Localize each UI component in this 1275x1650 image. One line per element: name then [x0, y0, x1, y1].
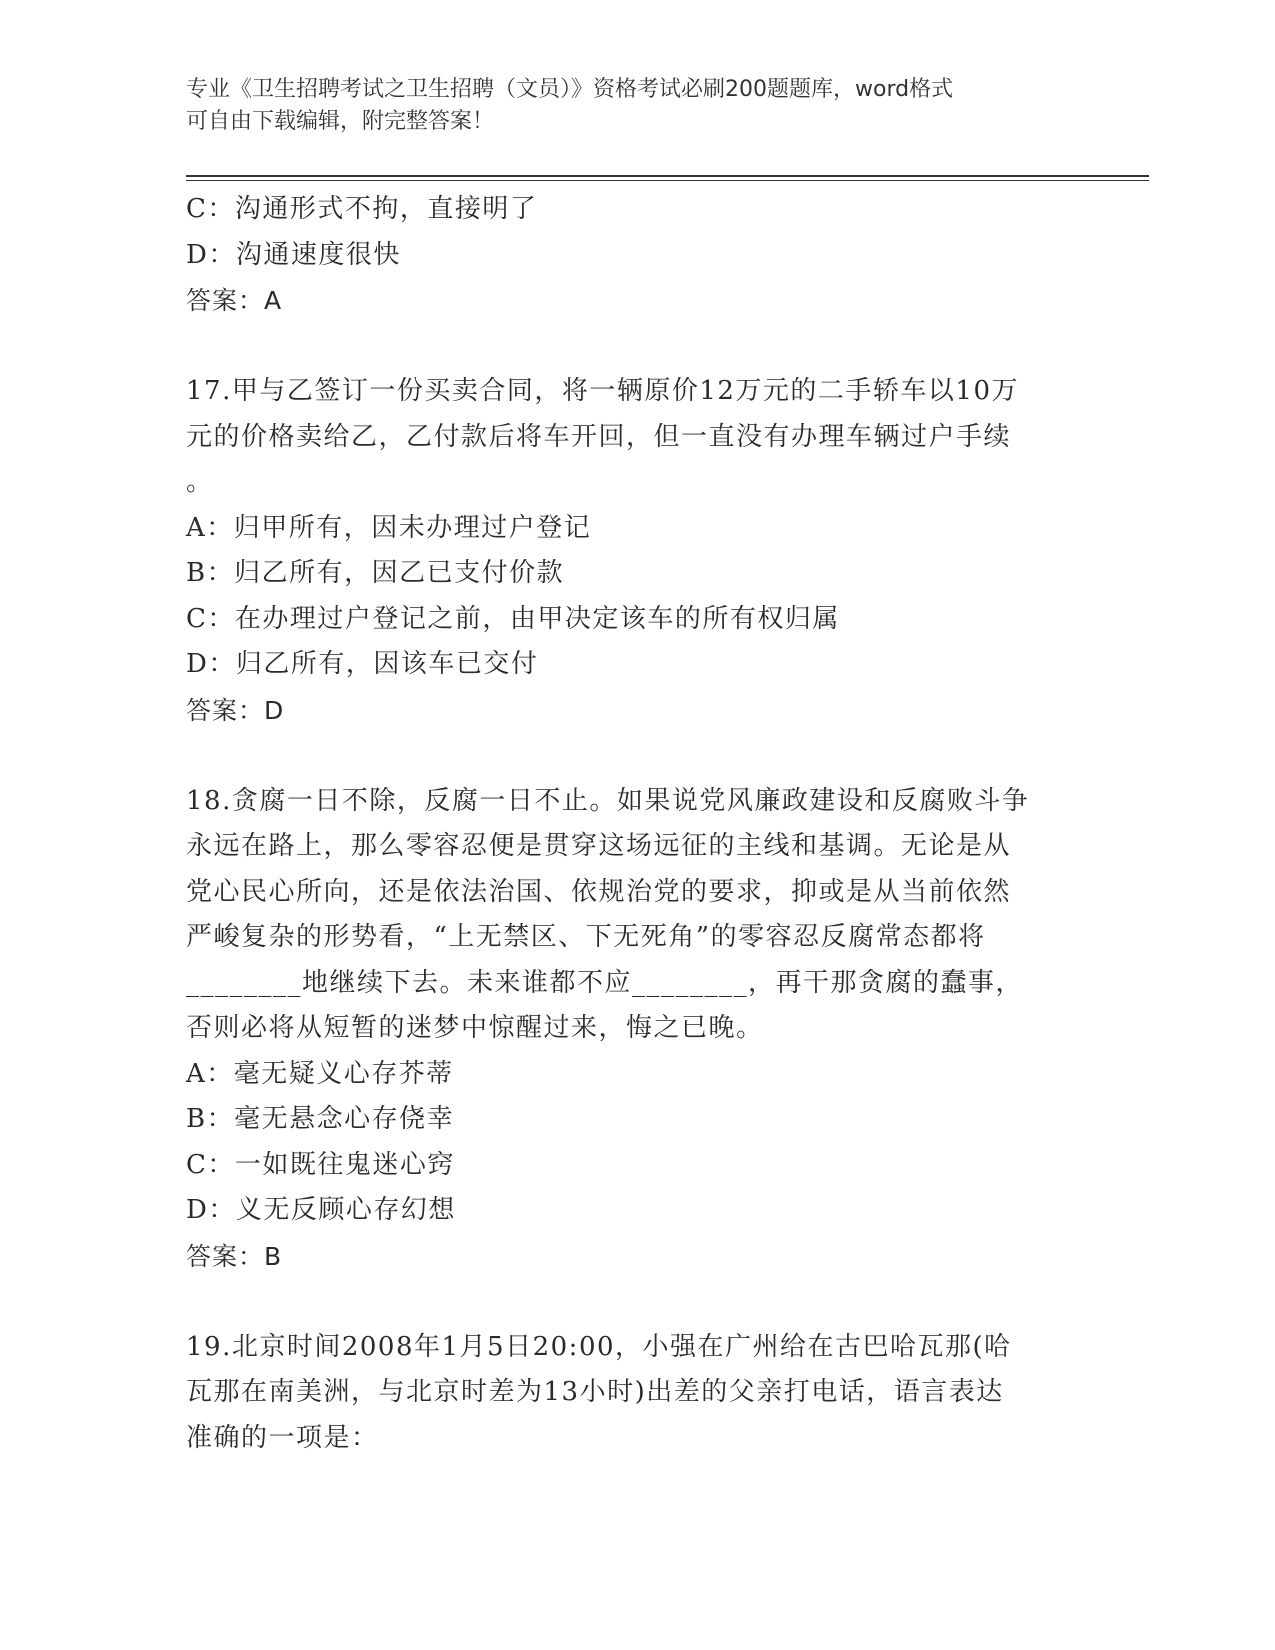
spacer	[186, 1279, 1086, 1325]
q18-option-d: D：义无反顾心存幻想	[186, 1195, 456, 1225]
q18-stem-line-5: ________地继续下去。未来谁都不应________，再干那贪腐的蠢事，	[186, 967, 1024, 998]
q18-option-b: B：毫无悬念心存侥幸	[186, 1104, 455, 1134]
q16-option-c: C：沟通形式不拘，直接明了	[186, 194, 538, 224]
question-content	[186, 187, 1086, 1461]
q17-option-c: C：在办理过户登记之前，由甲决定该车的所有权归属	[186, 603, 840, 634]
q17-option-b: B：归乙所有，因乙已支付价款	[186, 558, 565, 588]
q17-stem-line-2: 元的价格卖给乙，乙付款后将车开回，但一直没有办理车辆过户手续	[186, 421, 1012, 452]
q17-stem-line-3: 。	[186, 467, 214, 497]
q19-stem-line-2: 瓦那在南美洲，与北京时差为13小时)出差的父亲打电话，语言表达	[186, 1377, 1004, 1407]
q17-stem-line-1: 17.甲与乙签订一份买卖合同，将一辆原价12万元的二手轿车以10万	[186, 376, 1020, 406]
q19-stem-line-3: 准确的一项是：	[186, 1422, 379, 1453]
q18-stem-line-2: 永远在路上，那么零容忍便是贯穿这场远征的主线和基调。无论是从	[186, 831, 1012, 861]
header-title-line-1: 专业《卫生招聘考试之卫生招聘（文员）》资格考试必刷200题题库，word格式	[186, 77, 954, 102]
q18-stem-line-3: 党心民心所向，还是依法治国、依规治党的要求，抑或是从当前依然	[186, 876, 1012, 907]
document-header	[186, 74, 1066, 138]
q18-answer: 答案：B	[186, 1241, 283, 1271]
header-divider-thin	[186, 180, 1149, 181]
q16-option-d: D：沟通速度很快	[186, 239, 401, 270]
q16-answer: 答案：A	[186, 286, 283, 315]
q18-stem-line-1: 18.贪腐一日不除，反腐一日不止。如果说党风廉政建设和反腐败斗争	[186, 785, 1030, 816]
q19-stem-line-1: 19.北京时间2008年1月5日20:00，小强在广州给在古巴哈瓦那(哈	[186, 1331, 1012, 1362]
q18-stem-line-6: 否则必将从短暂的迷梦中惊醒过来，悔之已晚。	[186, 1013, 764, 1043]
q17-option-d: D：归乙所有，因该车已交付	[186, 649, 539, 679]
q18-stem-line-4: 严峻复杂的形势看，“上无禁区、下无死角”的零容忍反腐常态都将	[186, 922, 986, 952]
q17-answer: 答案：D	[186, 695, 285, 725]
q18-option-c: C：一如既往鬼迷心窍	[186, 1149, 455, 1180]
spacer	[186, 324, 1086, 370]
header-divider-thick	[186, 175, 1149, 177]
q18-option-a: A：毫无疑义心存芥蒂	[186, 1058, 454, 1089]
header-title-line-2: 可自由下载编辑，附完整答案！	[186, 109, 495, 134]
q17-option-a: A：归甲所有，因未办理过户登记	[186, 512, 592, 543]
spacer	[186, 733, 1086, 779]
